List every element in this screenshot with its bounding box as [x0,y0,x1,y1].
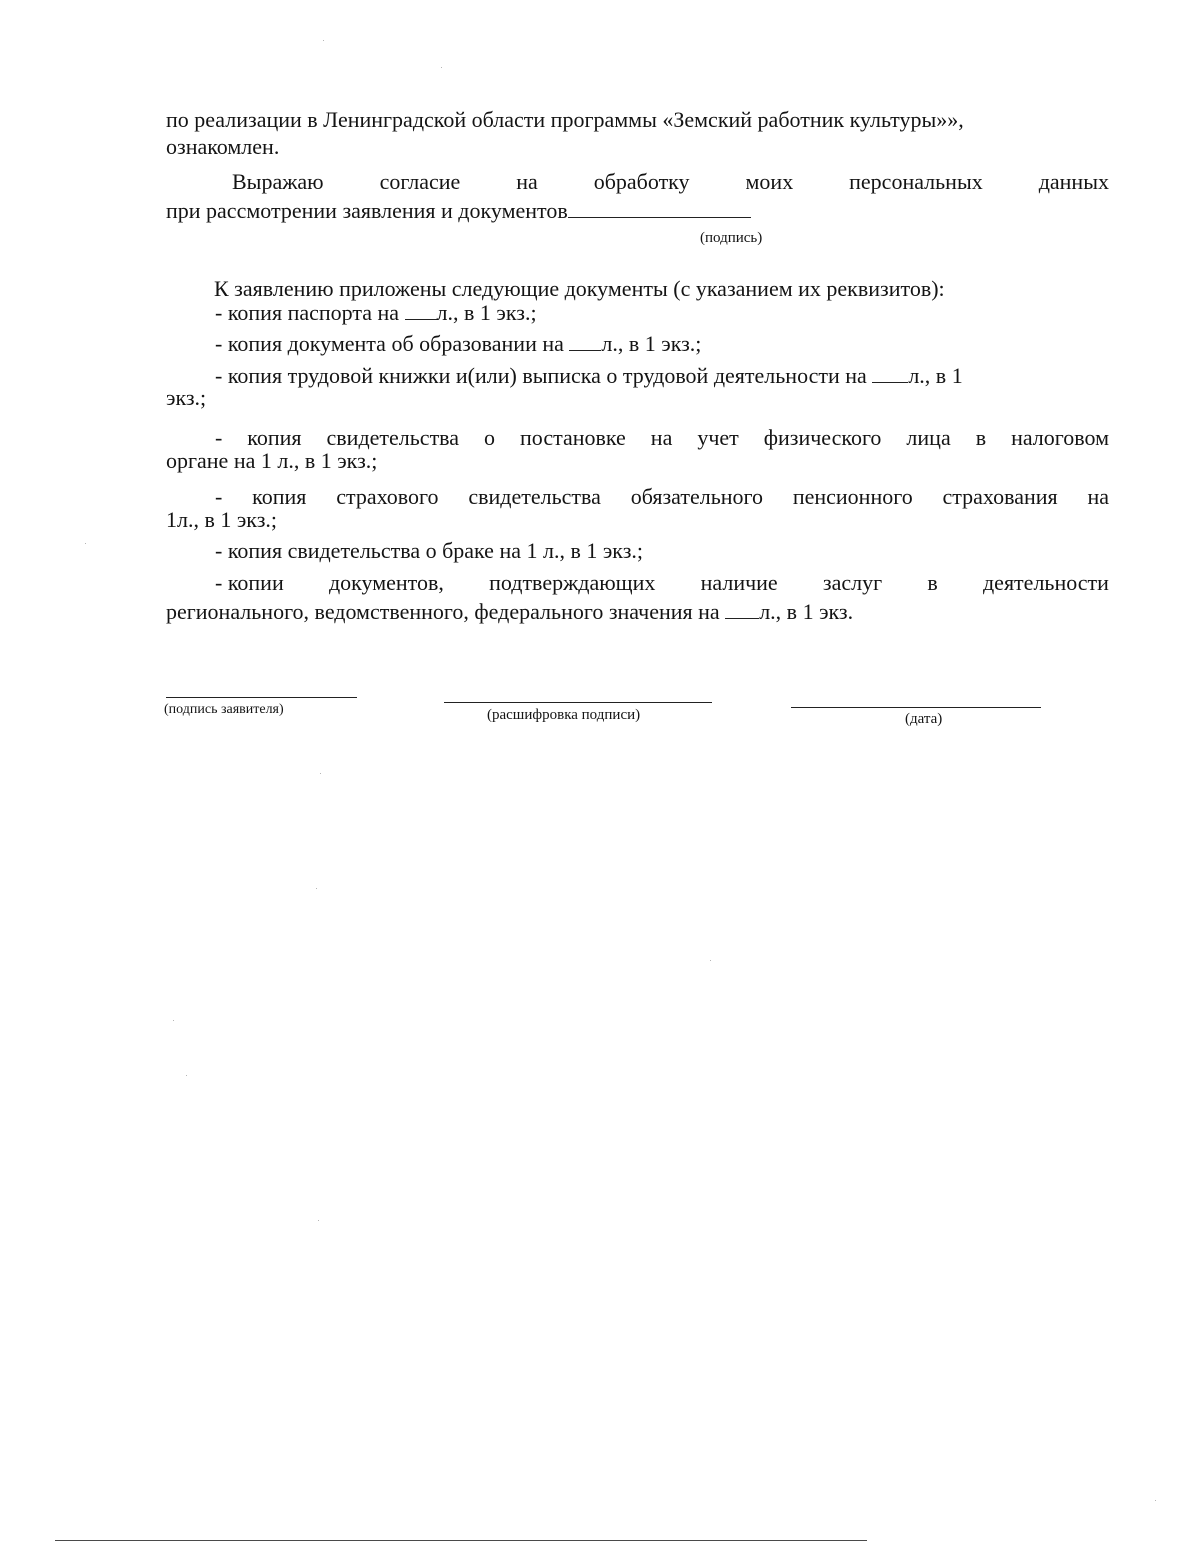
pages-blank [725,600,759,619]
consent-word: обработку [593,169,690,194]
merits-word: в [927,570,938,595]
consent-word: на [516,169,538,194]
attachment-work-book [215,363,963,389]
signature-decoding-line [444,702,712,703]
attachment-education [215,331,701,357]
attachment-text: л., в 1 экз. [759,599,854,624]
merits-word: - копии [215,570,284,595]
attachment-passport [215,300,537,326]
scan-speck [85,543,86,544]
scan-speck [316,888,317,889]
merits-word: наличие [700,570,778,595]
pages-blank [405,301,437,320]
scan-speck [318,1220,319,1221]
attachment-text: л., в 1 [908,363,963,388]
scan-speck [173,1020,174,1021]
attachment-merits-line-1 [215,570,1109,596]
consent-line-1 [232,169,1109,195]
merits-word: подтверждающих [489,570,656,595]
consent-text: при рассмотрении заявления и документов [166,198,568,223]
attachment-merits-line-2 [166,599,853,625]
merits-word: документов, [328,570,444,595]
signature-blank [568,199,751,218]
scan-speck [441,67,442,68]
attachment-pension-line-1: - копия страхового свидетельства обязательного пенсионного страхования на [215,484,1109,509]
attachment-text: л., в 1 экз.; [436,300,537,325]
consent-word: данных [1038,169,1109,194]
attachment-text: - копия паспорта на [215,300,400,325]
consent-word: Выражаю [232,169,324,194]
consent-word: согласие [379,169,461,194]
pages-blank [569,332,601,351]
attachment-work-book-line-2: экз.; [166,385,207,410]
date-caption: (дата) [905,711,943,727]
scan-speck [186,1075,187,1076]
attachment-text: - копия документа об образовании на [215,331,564,356]
attachment-text: - копия трудовой книжки и(или) выписка о трудовой деятельности на [215,363,867,388]
consent-line-2 [166,198,751,224]
scan-edge-line [55,1540,867,1541]
consent-word: моих [745,169,794,194]
applicant-signature-line [166,697,357,698]
scan-speck [710,960,711,961]
signature-caption: (подпись) [700,230,763,246]
scan-speck [1155,1500,1156,1501]
signature-decoding-caption: (расшифровка подписи) [487,707,641,723]
attachment-marriage: - копия свидетельства о браке на 1 л., в 1 экз.; [215,538,643,563]
attachment-tax-line-1: - копия свидетельства о постановке на учет физического лица в налоговом [215,425,1109,450]
scan-speck [323,40,324,41]
attachment-text: л., в 1 экз.; [601,331,702,356]
intro-line-1: по реализации в Ленинградской области программы «Земский работник культуры»», [166,107,964,132]
consent-word: персональных [849,169,983,194]
merits-word: деятельности [982,570,1109,595]
attachments-heading: К заявлению приложены следующие документы (с указанием их реквизитов): [214,276,945,301]
attachment-text: регионального, ведомственного, федерального значения на [166,599,720,624]
attachment-tax-line-2: органе на 1 л., в 1 экз.; [166,448,378,473]
date-line [791,707,1041,708]
pages-blank [872,364,908,383]
merits-word: заслуг [822,570,883,595]
intro-line-2: ознакомлен. [166,134,280,159]
attachment-pension-line-2: 1л., в 1 экз.; [166,507,278,532]
applicant-signature-caption: (подпись заявителя) [164,702,284,717]
scan-speck [320,773,321,774]
